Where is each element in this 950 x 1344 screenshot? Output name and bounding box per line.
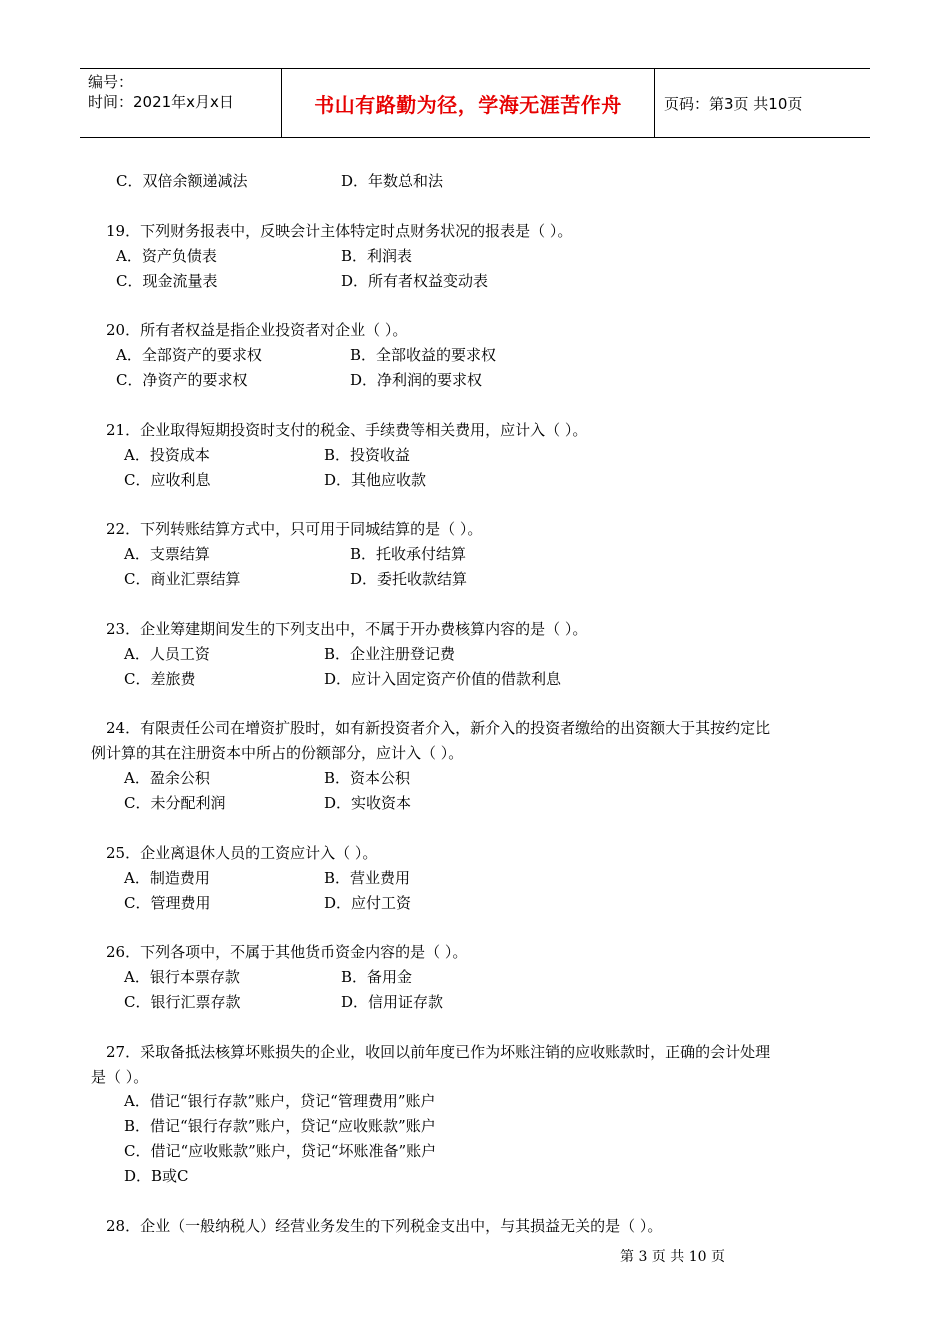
option-text: A．盈余公积 [124,769,210,787]
question-text: 19．下列财务报表中，反映会计主体特定时点财务状况的报表是（ ）。 [106,222,573,240]
document-date: 时间：2021年x月x日 [88,93,234,111]
document-header [80,68,870,138]
option-text: B．备用金 [341,968,413,986]
option-text: B．借记“银行存款”账户，贷记“应收账款”账户 [124,1117,436,1135]
question-text-continued: 例计算的其在注册资本中所占的份额部分，应计入（ ）。 [91,744,464,762]
option-text: A．制造费用 [124,869,210,887]
option-text: D．所有者权益变动表 [341,272,489,290]
option-text: B．投资收益 [324,446,411,464]
option-text: A．借记“银行存款”账户，贷记“管理费用”账户 [124,1092,436,1110]
option-text: D．信用证存款 [341,993,444,1011]
option-text: D．委托收款结算 [350,570,468,588]
option-text: C．应收利息 [124,471,211,489]
option-text: D．年数总和法 [341,172,444,190]
option-text: C．银行汇票存款 [124,993,241,1011]
question-text: 27．采取备抵法核算坏账损失的企业，收回以前年度已作为坏账注销的应收账款时，正确的会计处理 [106,1043,771,1061]
option-text: D．应付工资 [324,894,412,912]
header-meta [88,72,234,112]
question-text: 28．企业（一般纳税人）经营业务发生的下列税金支出中，与其损益无关的是（ ）。 [106,1217,663,1235]
question-text: 20．所有者权益是指企业投资者对企业（ ）。 [106,321,408,339]
option-text: D．其他应收款 [324,471,427,489]
document-number-label: 编号： [88,73,134,91]
option-text: A．全部资产的要求权 [116,346,262,364]
option-text: C．双倍余额递减法 [116,172,248,190]
option-text: B．全部收益的要求权 [350,346,497,364]
option-text: D．应计入固定资产价值的借款利息 [324,670,562,688]
question-text-continued: 是（ ）。 [91,1068,149,1086]
option-text: A．银行本票存款 [124,968,240,986]
option-text: B．企业注册登记费 [324,645,456,663]
question-text: 24．有限责任公司在增资扩股时，如有新投资者介入，新介入的投资者缴给的出资额大于其按约定比 [106,719,771,737]
option-text: A．人员工资 [124,645,210,663]
option-text: D．B或C [124,1167,189,1185]
option-text: B．资本公积 [324,769,411,787]
option-text: A．投资成本 [124,446,210,464]
option-text: C．管理费用 [124,894,211,912]
header-slogan: 书山有路勤为径，学海无涯苦作舟 [314,92,622,117]
option-text: B．营业费用 [324,869,411,887]
question-text: 23．企业筹建期间发生的下列支出中，不属于开办费核算内容的是（ ）。 [106,620,588,638]
option-text: B．利润表 [341,247,413,265]
question-text: 25．企业离退休人员的工资应计入（ ）。 [106,844,378,862]
option-text: C．商业汇票结算 [124,570,241,588]
question-text: 21．企业取得短期投资时支付的税金、手续费等相关费用，应计入（ ）。 [106,421,588,439]
option-text: B．托收承付结算 [350,545,467,563]
option-text: A．资产负债表 [116,247,217,265]
header-page-info: 页码：第3页 共10页 [664,94,803,113]
page-footer: 第 3 页 共 10 页 [620,1249,725,1265]
option-text: C．净资产的要求权 [116,371,248,389]
question-text: 26．下列各项中，不属于其他货币资金内容的是（ ）。 [106,943,468,961]
question-text: 22．下列转账结算方式中，只可用于同城结算的是（ ）。 [106,520,483,538]
option-text: A．支票结算 [124,545,210,563]
option-text: C．未分配利润 [124,794,226,812]
option-text: D．实收资本 [324,794,412,812]
header-divider [654,69,655,137]
option-text: C．借记“应收账款”账户，贷记“坏账准备”账户 [124,1142,437,1160]
option-text: C．差旅费 [124,670,196,688]
option-text: D．净利润的要求权 [350,371,483,389]
option-text: C．现金流量表 [116,272,218,290]
